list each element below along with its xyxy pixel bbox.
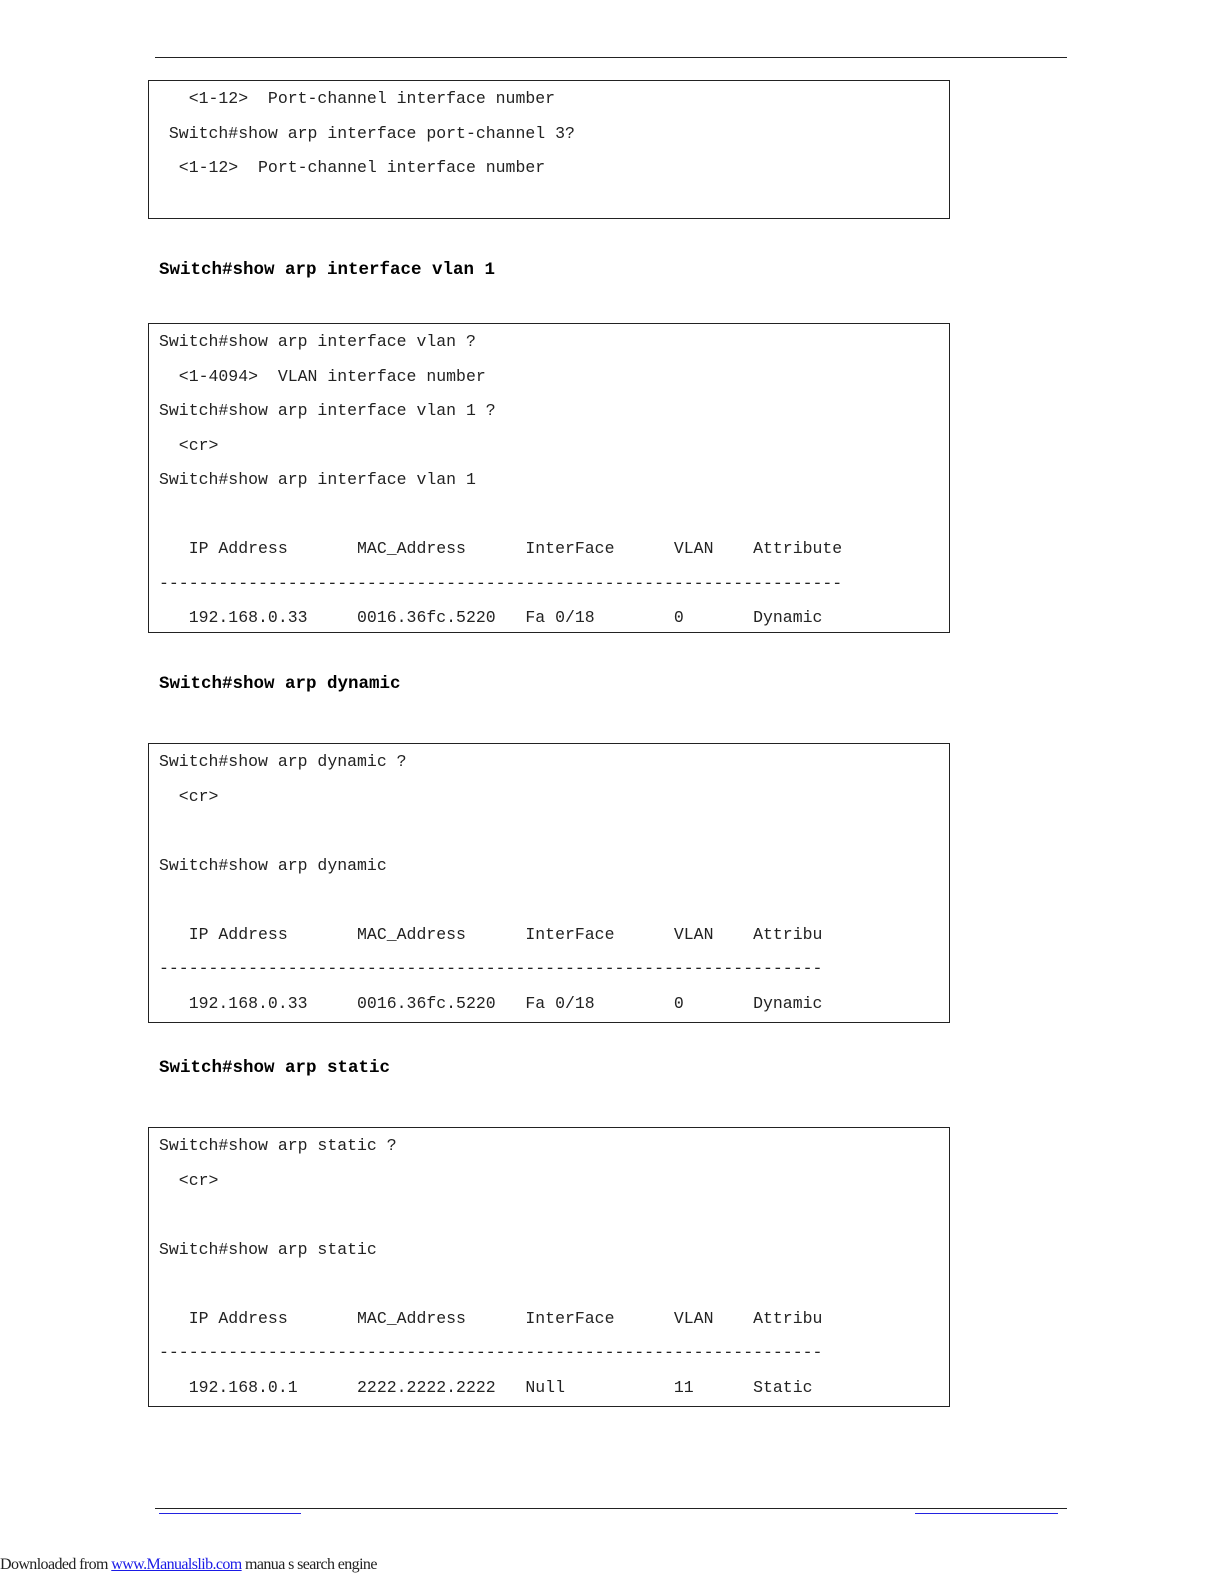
code-block-vlan	[148, 323, 950, 633]
download-notice	[0, 1556, 377, 1574]
manualslib-link[interactable]: www.Manualslib.com	[111, 1556, 242, 1573]
footer-left-link-underline	[159, 1513, 301, 1514]
code-block-port-channel	[148, 80, 950, 219]
footer-right-link-underline	[915, 1513, 1058, 1514]
code-text: Switch#show arp interface vlan ? <1-4094> VLAN interface number Switch#show arp interface vlan 1 ? <cr> Switch#show arp interface vlan 1 IP Address MAC_Address InterFace VLAN Attribute --------------------------------------------------------------------- 192.168.0.33 0016.36fc.5220 Fa 0/18 0 Dynamic	[159, 332, 843, 627]
code-text: <1-12> Port-channel interface number Switch#show arp interface port-channel 3? <1-12> Port-channel interface number	[168, 89, 575, 177]
footer-rule	[155, 1508, 1067, 1509]
download-suffix: manua s search engine	[241, 1556, 377, 1573]
code-text: Switch#show arp static ? <cr> Switch#show arp static IP Address MAC_Address InterFace VLAN Attribu ------------------------------------------------------------------- 192.168.0.1 2222.2222.2222 Null 11 Static	[159, 1136, 823, 1397]
section-heading-vlan: Switch#show arp interface vlan 1	[159, 260, 496, 280]
code-block-static	[148, 1127, 950, 1407]
download-prefix: Downloaded from	[0, 1556, 112, 1573]
section-heading-dynamic: Switch#show arp dynamic	[159, 674, 401, 694]
header-rule	[155, 57, 1067, 58]
code-block-dynamic	[148, 743, 950, 1023]
section-heading-static: Switch#show arp static	[159, 1058, 391, 1078]
code-text: Switch#show arp dynamic ? <cr> Switch#show arp dynamic IP Address MAC_Address InterFace VLAN Attribu ------------------------------------------------------------------- 192.168.0.33 0016.36fc.5220 Fa 0/18 0 Dynamic	[159, 752, 823, 1013]
